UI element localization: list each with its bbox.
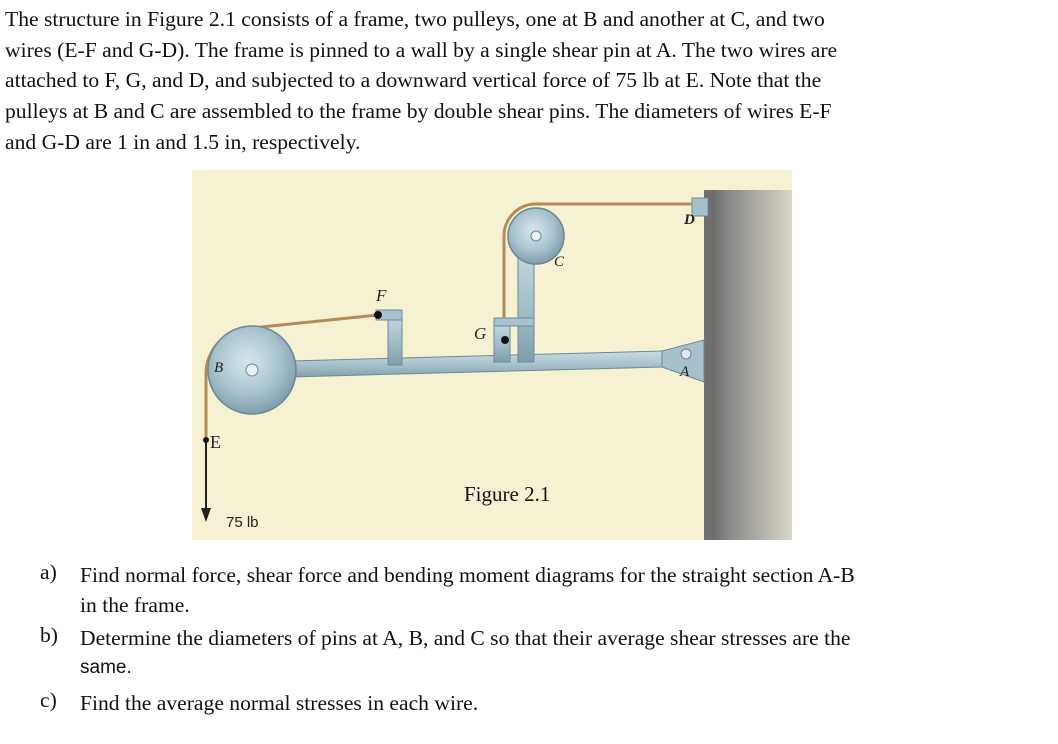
question-b bbox=[40, 623, 1050, 683]
pin-b bbox=[246, 364, 258, 376]
label-e: E bbox=[210, 432, 221, 452]
frame-bar-a-b bbox=[252, 351, 662, 378]
question-b-label: b) bbox=[40, 623, 58, 647]
question-c-line-1: Find the average normal stresses in each wire. bbox=[80, 691, 479, 715]
label-g: G bbox=[474, 324, 487, 343]
force-label: 75 lb bbox=[226, 514, 259, 531]
pin-c bbox=[531, 231, 541, 241]
intro-line-2: wires (E-F and G-D). The frame is pinned to a wall by a single shear pin at A. The two wires are bbox=[5, 37, 838, 62]
question-c bbox=[40, 688, 1050, 718]
intro-line-5: and G-D are 1 in and 1.5 in, respectively. bbox=[5, 129, 361, 154]
intro-line-4: pulleys at B and C are assembled to the frame by double shear pins. The diameters of wires E-F bbox=[5, 99, 832, 124]
figure-caption: Figure 2.1 bbox=[464, 482, 551, 506]
wall bbox=[704, 190, 792, 540]
wall-edge bbox=[704, 190, 712, 540]
dot-f bbox=[374, 311, 382, 319]
problem-statement bbox=[5, 4, 1050, 158]
intro-line-1: The structure in Figure 2.1 consists of a frame, two pulleys, one at B and another at C, and two bbox=[5, 7, 825, 31]
pin-a bbox=[681, 349, 691, 359]
intro-line-3: attached to F, G, and D, and subjected to a downward vertical force of 75 lb at E. Note that the bbox=[5, 68, 822, 93]
label-b: B bbox=[214, 360, 224, 376]
frame-figure bbox=[192, 170, 792, 540]
question-a-label: a) bbox=[40, 560, 57, 584]
question-a bbox=[40, 560, 1050, 620]
question-a-line-1: Find normal force, shear force and bending moment diagrams for the straight section A-B bbox=[80, 563, 855, 587]
question-a-line-2: in the frame. bbox=[80, 593, 190, 617]
label-c: C bbox=[554, 254, 565, 270]
question-list bbox=[40, 560, 1050, 718]
force-arrow-head bbox=[201, 508, 211, 522]
dot-g bbox=[501, 336, 509, 344]
question-b-line-1: Determine the diameters of pins at A, B, and C so that their average shear stresses are the bbox=[80, 626, 851, 650]
label-f: F bbox=[376, 286, 387, 305]
question-b-line-2: same. bbox=[80, 657, 132, 678]
label-d: D bbox=[684, 212, 695, 228]
post-joint bbox=[494, 318, 534, 326]
question-c-label: c) bbox=[40, 688, 57, 712]
label-a: A bbox=[680, 364, 690, 380]
